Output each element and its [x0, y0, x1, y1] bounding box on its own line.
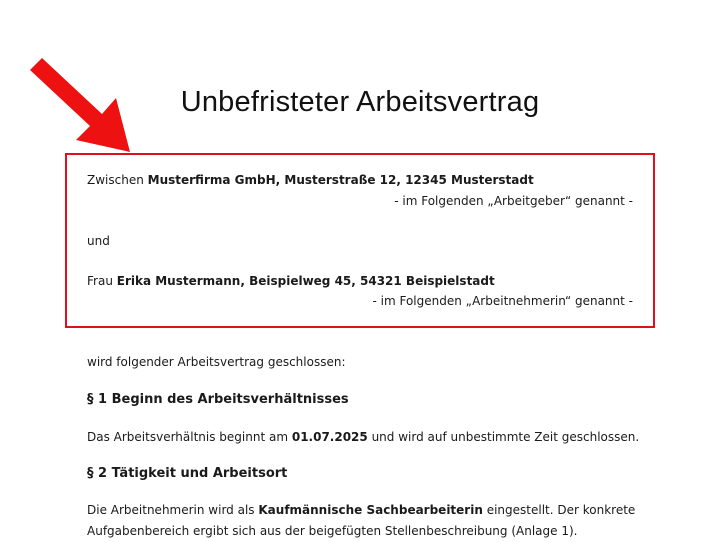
employer-prefix: Zwischen: [87, 173, 148, 187]
section2-text-line2: Aufgabenbereich ergibt sich aus der beigefügten Stellenbeschreibung (Anlage 1).: [87, 524, 578, 538]
section2-text-before: Die Arbeitnehmerin wird als: [87, 503, 259, 517]
section1-text-before: Das Arbeitsverhältnis beginnt am: [87, 430, 292, 444]
employee-line: [87, 274, 495, 288]
start-date: 01.07.2025: [291, 430, 368, 444]
employer-designation: - im Folgenden „Arbeitgeber“ genannt -: [394, 194, 633, 208]
and-text: und: [87, 234, 110, 248]
employer-line: [87, 173, 534, 187]
section1-heading: § 1 Beginn des Arbeitsverhältnisses: [87, 392, 349, 407]
contract-intro: wird folgender Arbeitsvertrag geschlossen:: [87, 355, 346, 369]
section1-text-after: und wird auf unbestimmte Zeit geschlossen.: [367, 430, 640, 444]
section2-text-after: eingestellt. Der konkrete: [482, 503, 636, 517]
employee-prefix: Frau: [87, 274, 117, 288]
job-role: Kaufmännische Sachbearbeiterin: [258, 503, 483, 517]
employer-name: Musterfirma GmbH, Musterstraße 12, 12345 Musterstadt: [147, 173, 534, 187]
employee-designation: - im Folgenden „Arbeitnehmerin“ genannt -: [372, 294, 633, 308]
section2-heading: § 2 Tätigkeit und Arbeitsort: [87, 466, 288, 481]
section1-text: [87, 430, 639, 444]
document-title: Unbefristeter Arbeitsvertrag: [180, 86, 540, 118]
employee-name: Erika Mustermann, Beispielweg 45, 54321 Beispielstadt: [116, 274, 495, 288]
section2-text: [87, 503, 635, 517]
